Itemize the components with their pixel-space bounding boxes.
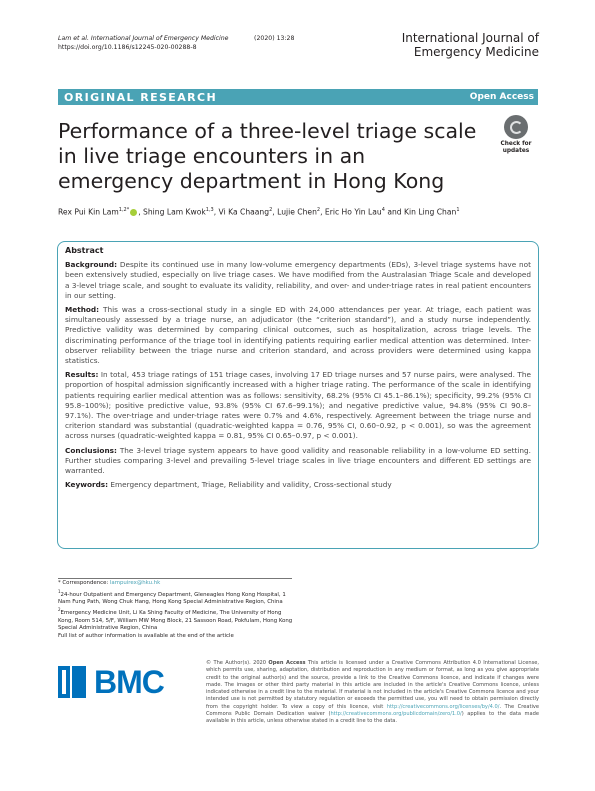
author-affiliation-sup: 1,2* (118, 207, 130, 213)
correspondence-email[interactable]: lampuirex@hku.hk (109, 580, 161, 586)
orcid-icon[interactable] (130, 209, 137, 216)
journal-name (339, 31, 539, 59)
bmc-logo-mark (72, 666, 86, 698)
author-name: , Shing Lam Kwok (138, 207, 206, 217)
author-affiliation-sup: 1,3 (205, 207, 214, 213)
affiliation-sup: 1 (58, 588, 61, 594)
correspondence-footnote (58, 580, 294, 640)
method-text: This was a cross-sectional study in a single ED with 24,000 attendances per year. At triage, each patient was simultaneously assessed by a triage nurse, an adjudicator (the “criterion standard”), and a study nurse independently. Predictive validity was determined by comparing clinical outcomes, such as hospitalization, across triage levels. The discriminating performance of the triage tool in identifying patients requiring earlier medical attention was determined. Inter-observer reliability between the triage nurse and criterion standard, and across providers were determined using kappa statistics. (65, 305, 531, 366)
license-open-access: Open Access (268, 660, 306, 666)
author-affiliation-sup: 1 (456, 207, 460, 213)
license-text: ) applies to the data made available in this article, unless otherwise stated in a credit line to the data. (206, 711, 539, 725)
abstract-method (65, 305, 531, 366)
author-affiliation-sup: 2 (269, 207, 273, 213)
results-label: Results: (65, 370, 99, 380)
journal-name-line2: Emergency Medicine (413, 45, 539, 59)
bmc-logo-text: BMC (94, 664, 164, 700)
abstract-results (65, 370, 531, 441)
badge-line1: Check for (500, 141, 532, 147)
author-name: Rex Pui Kin Lam (58, 207, 119, 217)
background-label: Background: (65, 260, 118, 270)
doi-link[interactable]: https://doi.org/10.1186/s12245-020-00288-8 (58, 44, 197, 51)
keywords-label: Keywords: (65, 480, 109, 490)
abstract-heading: Abstract (65, 246, 104, 255)
running-header (58, 34, 294, 52)
check-updates-icon (504, 115, 528, 139)
open-access-label: Open Access (469, 92, 534, 102)
article-title: Performance of a three-level triage scale in live triage encounters in an emergency department in Hong Kong (58, 119, 477, 193)
abstract-background (65, 260, 531, 301)
license-statement (206, 660, 539, 726)
license-text: This article is licensed under a Creative Commons Attribution 4.0 International License, which permits use, sharing, adaptation, distribution and reproduction in any medium or format, as long as you give appropriate credit to the original author(s) and the source, provide a link to the Creative Commons licence, and indicate if changes were made. The images or other third party material in this article are included in the article's Creative Commons licence, unless indicated otherwise in a credit line to the material. If material is not included in the article's Creative Commons licence and your intended use is not permitted by statutory regulation or exceeds the permitted use, you will need to obtain permission directly from the copyright holder. To view a copy of this licence, visit (206, 660, 539, 710)
affiliation-sup: 2 (58, 607, 61, 613)
affiliation-1: 24-hour Outpatient and Emergency Department, Gleneagles Hong Kong Hospital, 1 Nam Fung Path, Wong Chuk Hang, Hong Kong Special Administrative Region, China (58, 591, 286, 605)
author-name: , Lujie Chen (272, 207, 317, 217)
results-text: In total, 453 triage ratings of 151 triage cases, involving 17 ED triage nurses and 57 nurse pairs, were analysed. The proportion of hospital admission significantly increased with a higher triage rating. The performance of the scale in identifying patients requiring earlier medical attention was as follows: sensitivity, 68.2% (95% CI 45.1–86.1%); specificity, 99.2% (95% CI 95.8–100%); positive predictive value, 93.8% (95% CI 67.6–99.1%); and negative predictive value, 94.8% (95% CI 90.8–97.1%). The over-triage and under-triage rates were 0.7% and 4.6%, respectively. Agreement between the triage nurse and criterion standard was substantial (quadratic-weighted kappa = 0.76, 95% CI, 0.60–0.92, p < 0.001), so was the agreement across nurses (quadratic-weighted kappa = 0.81, 95% CI 0.65–0.97, p < 0.001). (65, 370, 531, 441)
article-type-banner (58, 89, 538, 105)
author-list (58, 205, 538, 218)
keywords-text: Emergency department, Triage, Reliability and validity, Cross-sectional study (110, 480, 392, 490)
check-for-updates-badge[interactable] (495, 115, 537, 161)
abstract-keywords (65, 480, 531, 490)
footnote-divider (58, 578, 292, 579)
conclusions-text: The 3-level triage system appears to have good validity and reasonable reliability in a low-volume ED setting. Further studies comparing 3-level and prevailing 5-level triage scales in live triage encounters and different ED settings are warranted. (65, 445, 531, 476)
abstract-box (57, 241, 539, 549)
conclusions-label: Conclusions: (65, 445, 117, 455)
bmc-logo-mark (58, 666, 70, 698)
correspondence-label: * Correspondence: (58, 580, 109, 586)
author-name: , Eric Ho Yin Lau (320, 207, 382, 217)
license-text: . The Creative Commons Public Domain Dedication waiver ( (206, 703, 540, 718)
author-name: and Kin Ling Chan (384, 207, 457, 217)
affiliation-2: Emergency Medicine Unit, Li Ka Shing Faculty of Medicine, The University of Hong Kong, Room 514, 5/F, William MW Mong Block, 21 Sassoon Road, Pokfulam, Hong Kong Special Administrative Region, China (58, 610, 293, 632)
public-domain-link[interactable]: http://creativecommons.org/publicdomain/zero/1.0/ (330, 711, 462, 718)
method-label: Method: (65, 305, 100, 315)
article-type-label: ORIGINAL RESEARCH (64, 90, 218, 104)
author-affiliation-sup: 4 (381, 207, 385, 213)
bmc-logo (58, 664, 188, 700)
abstract-conclusions (65, 446, 531, 477)
author-name: , Vi Ka Chaang (213, 207, 270, 217)
citation-journal: Lam et al. International Journal of Emergency Medicine (58, 35, 229, 42)
background-text: Despite its continued use in many low-volume emergency departments (EDs), 3-level triage systems have not been extensively studied, especially on live triage cases. We have modified from the Australasian Triage Scale and developed a 3-level triage scale, and sought to evaluate its validity, reliability, and over- and under-triage rates in real patient encounters in our setting. (65, 260, 531, 300)
badge-line2: updates (502, 148, 530, 154)
copyright-notice: © The Author(s). 2020 (206, 660, 267, 666)
citation-year: (2020) 13:28 (254, 35, 295, 42)
journal-name-line1: International Journal of (401, 31, 539, 45)
full-author-info-note: Full list of author information is available at the end of the article (58, 632, 234, 639)
license-link[interactable]: http://creativecommons.org/licenses/by/4.0/ (386, 703, 500, 710)
author-affiliation-sup: 2 (316, 207, 321, 213)
